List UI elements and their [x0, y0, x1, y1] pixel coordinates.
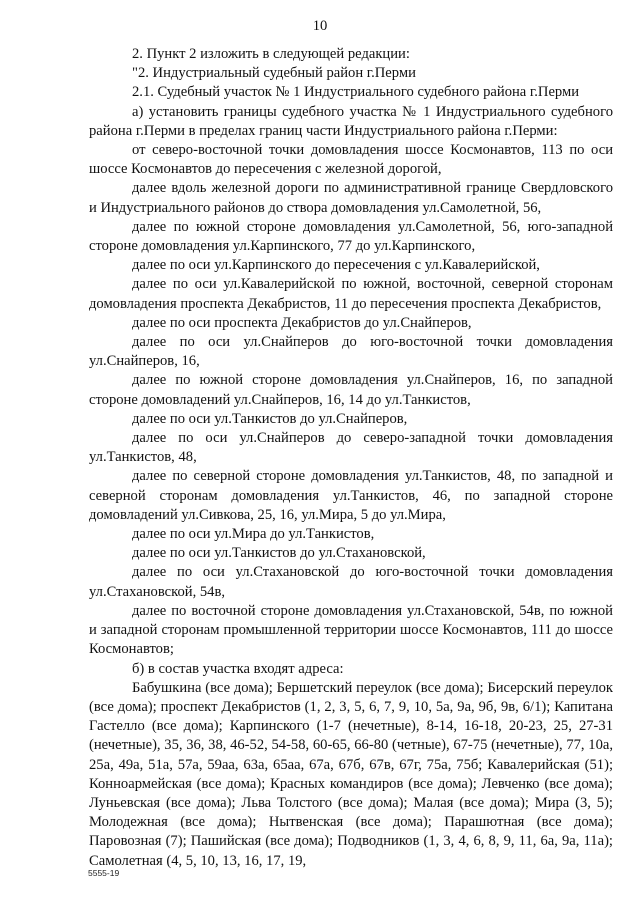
paragraph: 2. Пункт 2 изложить в следующей редакции: [132, 46, 410, 62]
paragraph: б) в состав участка входят адреса: [132, 660, 344, 677]
paragraph: от северо-восточной точки домовладения шоссе Космонавтов, 113 по оси шоссе Космонавтов до пересечения с железной дорогой, [89, 142, 613, 178]
paragraph: "2. Индустриальный судебный район г.Перми [132, 65, 416, 82]
page-number: 10 [312, 18, 328, 34]
paragraph: далее по оси ул.Стахановской до юго-восточной точки домовладения ул.Стахановской, 54в, [89, 564, 613, 600]
paragraph: далее по оси ул.Снайперов до юго-восточной точки домовладения ул.Снайперов, 16, [89, 334, 613, 370]
paragraph: далее по оси ул.Танкистов до ул.Снайперов, [132, 410, 408, 427]
paragraph: далее по оси ул.Танкистов до ул.Стахановской, [132, 545, 426, 562]
paragraph: далее по южной стороне домовладения ул.Снайперов, 16, по западной стороне домовладений ул.Снайперов, 16, 14 до ул.Танкистов, [89, 372, 613, 408]
paragraph: далее по южной стороне домовладения ул.Самолетной, 56, юго-западной стороне домовладения ул.Карпинского, 77 до ул.Карпинского, [89, 218, 613, 255]
paragraph: далее по оси ул.Снайперов до северо-западной точки домовладения ул.Танкистов, 48, [89, 430, 613, 466]
paragraph: а) установить границы судебного участка № 1 Индустриального судебного района г.Перми в пределах границ части Индустриального района г.Перми: [89, 103, 613, 139]
paragraph: 2.1. Судебный участок № 1 Индустриального судебного района г.Перми [132, 84, 580, 101]
paragraph: Бабушкина (все дома); Бершетский переулок (все дома); Бисерский переулок (все дома); проспект Декабристов (1, 2, 3, 5, 6, 7, 9, 10, 5а, 9а, 9б, 9в, 6/1); Капитана Гастелло (все дома); Карпинского (1-7 (нечетные), 8-14, 16-18, 20-23, 25, 27-31 (нечетные), 35, 36, 38, 46-52, 54-58, 60-65, 66-80 (четные), 67-75 (нечетные), 77, 10а, 25а, 49а, 51а, 57а, 59аа, 63а, 65аа, 67а, 67б, 67в, 67г, 75а, 75б; Кавалерийская (51); Конноармейская (все дома); Красных командиров (все дома); Левченко (все дома); Луньевская (все дома); Льва Толстого (все дома); Малая (все дома); Мира (3, 5); Молодежная (все дома); Нытвенская (все дома); Парашютная (все дома); Паровозная (7); Пашийская (все дома); Подводников (1, 3, 4, 6, 8, 9, 11, 6а, 9а, 11а); Самолетная (4, 5, 10, 13, 16, 17, 19, [89, 679, 613, 869]
paragraph: далее по северной стороне домовладения ул.Танкистов, 48, по западной и северной сторонам домовладения ул.Танкистов, 46, по западной стороне домовладений ул.Сивкова, 25, 16, ул.Мира, 5 до ул.Мира, [89, 468, 613, 523]
paragraph: далее по оси ул.Карпинского до пересечения с ул.Кавалерийской, [132, 257, 540, 274]
paragraph: далее по восточной стороне домовладения ул.Стахановской, 54в, по южной и западной сторонам промышленной территории шоссе Космонавтов, 111 до шоссе Космонавтов; [89, 602, 613, 658]
document-body [89, 45, 613, 871]
paragraph: далее по оси проспекта Декабристов до ул.Снайперов, [132, 314, 472, 331]
footer-code: 5555-19 [88, 868, 120, 878]
paragraph: далее вдоль железной дороги по административной границе Свердловского и Индустриального районов до створа домовладения ул.Самолетной, 56, [89, 180, 613, 216]
paragraph: далее по оси ул.Кавалерийской по южной, восточной, северной сторонам домовладения проспекта Декабристов, 11 до пересечения проспекта Декабристов, [89, 276, 613, 312]
paragraph: далее по оси ул.Мира до ул.Танкистов, [132, 526, 375, 543]
